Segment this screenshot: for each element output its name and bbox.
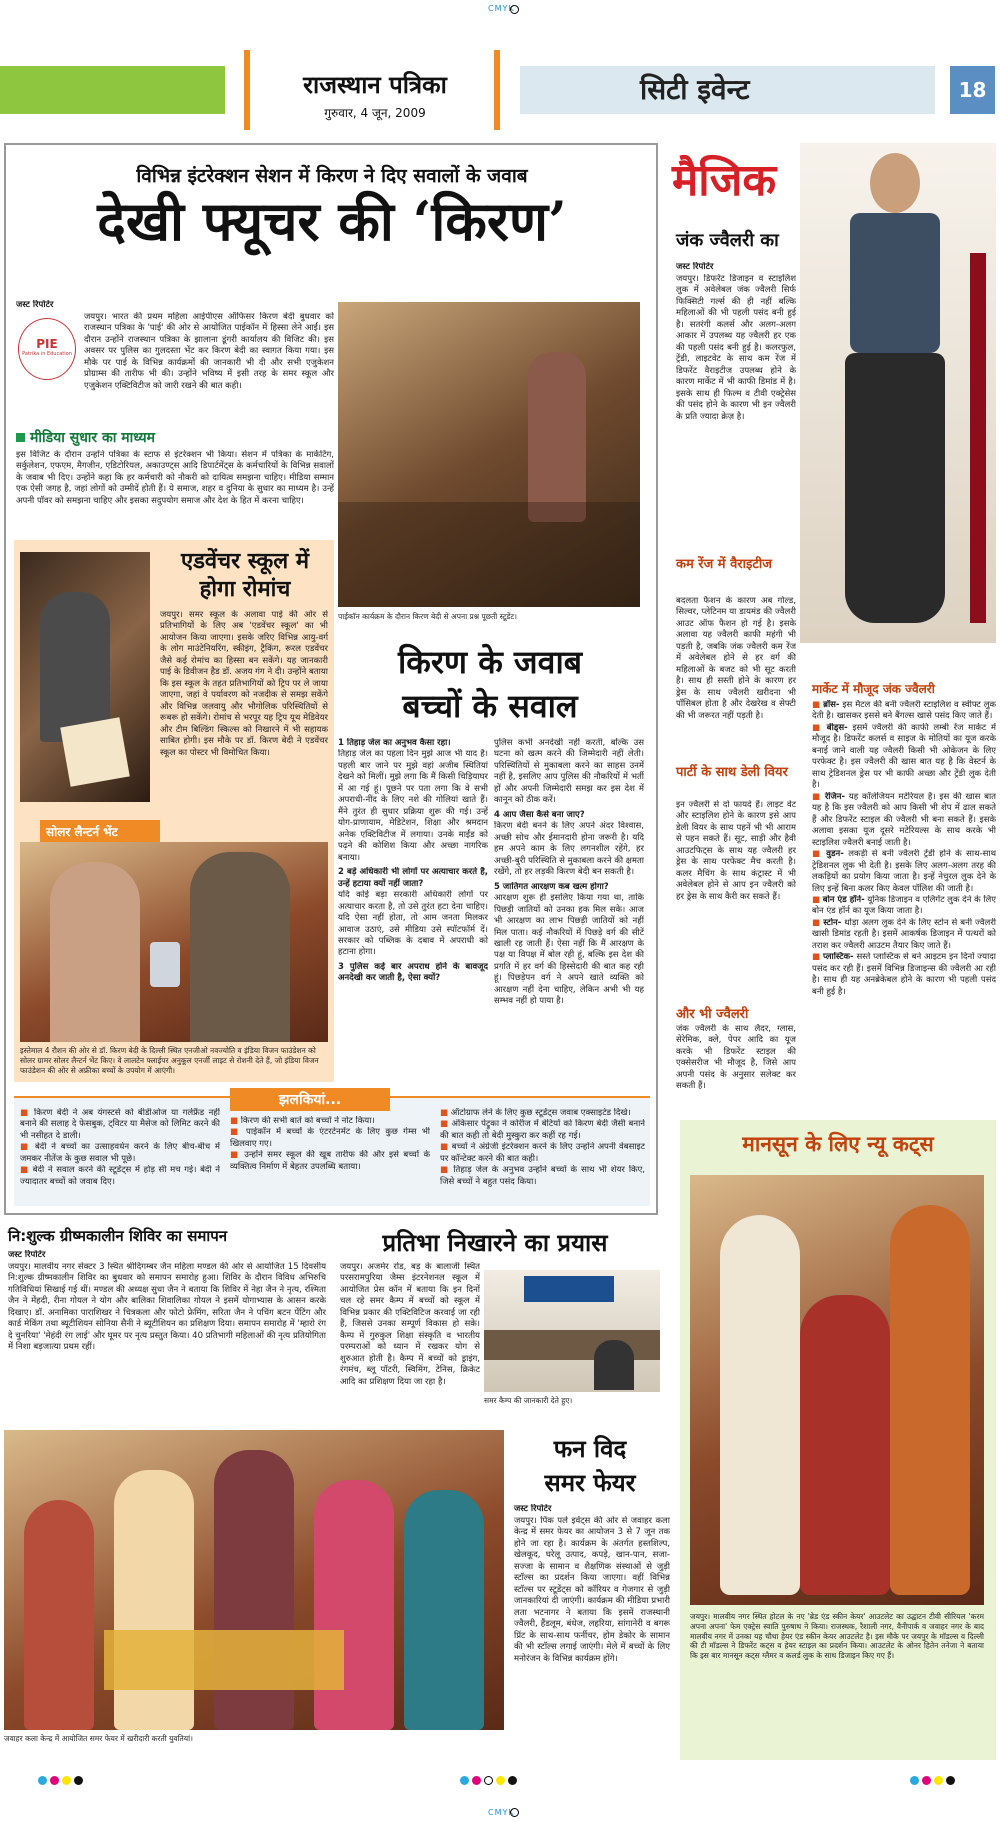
market-item-stone: ■ स्टोन- थोड़ा अलग लुक देने के लिए स्टोन से बनी ज्वैलरी खासी डिमांड रहती है। इसमें आकर्षक डिजाइन में पत्थरों को तराश कर ज्वैलरी आउटम तैयार किए जाते हैं। xyxy=(812,918,996,952)
issue-date: गुरुवार, 4 जून, 2009 xyxy=(324,106,426,120)
jhalkiyan-item: ■ किरण बेदी ने अब यंगस्टर्स को बीडीओज या गर्लफ्रैंड नहीं बनाने की सलाह दे फेसबुक, ट्विटर या मैसेज को लिमिट करने की भी नसीहत दे डाली। xyxy=(20,1108,220,1142)
pie-logo xyxy=(18,318,76,380)
more-body: जंक ज्वैलरी के साथ लैदर, ग्लास, सेरेमिक, क्ले, पेपर आदि का यूज करके भी डिफरेंट स्टाइल की एक्सेसरीज भी मौजूद है, जिसे आप अपनी पसंद के अनुसार सलेक्ट कर सकती हैं। xyxy=(676,1024,796,1092)
person-figure xyxy=(40,592,110,742)
magic-subhead: जंक ज्वैलरी का xyxy=(676,230,779,251)
pie-logo-text: PIE xyxy=(36,337,58,351)
woman-figure xyxy=(50,862,140,1042)
party-subhead: पार्टी के साथ डेली वियर xyxy=(676,765,788,780)
pycon-photo-caption: पाईकॉन कार्यक्रम के दौरान किरण बेदी से अपना प्रश्न पूछती स्टूडेंट। xyxy=(338,612,517,621)
model-red-lehenga xyxy=(800,1295,890,1595)
paper-name: राजस्थान पत्रिका xyxy=(303,70,447,99)
qa-answer-3: पुलिस कभी अनदेखी नहीं करती, बल्कि उस घटना को खत्म करने की जिम्मेदारी नहीं लेती। परिस्थितियों से मुकाबला करने का साहस उनमें नहीं है, इसलिए आप पुलिस की नौकरियों में भर्ती हों और अपनी जिम्मेदारी समझ कर इस देश में कानून को ठीक करें। xyxy=(494,738,644,806)
qa-question-2: 2 बड़े अधिकारी भी लोगों पर अत्याचार करते है, उन्हें हटाया क्यों नहीं जाता? xyxy=(338,867,488,889)
jhalkiyan-item: ■ ऑटोग्राफ लेने के लिए कुछ स्टूडेंट्स जवाब एक्साइटेड दिखे। xyxy=(440,1108,645,1119)
model-jewellery-photo xyxy=(800,143,996,643)
main-headline: देखी फ्यूचर की ‘किरण’ xyxy=(97,189,567,253)
more-subhead: और भी ज्वैलरी xyxy=(676,1007,749,1022)
main-intro: जयपुर। भारत की प्रथम महिला आईपीएस ऑफिसर किरण बेदी बुधवार को राजस्थान पत्रिका के 'पाई' की ओर से आयोजित पाईकॉन में हिस्सा लेने आईं। इस दौरान उन्होंने राजस्थान पत्रिका के झालाना डूंगरी कार्यालय की विजिट की। इस अवसर पर पुलिस का गुलदस्ता भेंट कर किरण बेदी का स्वागत किया गया। इस मौके पर पाई के विभिन्न कार्यक्रमों की जानकारी भी दी और सभी एजुकेशन प्रोग्राम्स की तारीफ भी की। उन्होंने भविष्य में इसी तरह के समर स्कूल और एजुकेशन एक्टिविटीज को जारी रखने की बात कही। xyxy=(84,312,334,391)
summer-fair-photo xyxy=(4,1430,504,1730)
color-dots-left xyxy=(38,1770,86,1789)
adventure-body: जयपुर। समर स्कूल के अलावा पाई की ओर से प्रतिभागियों के लिए अब 'एडवेंचर स्कूल' का भी आयोजन किया जाएगा। इसके जरिए विभिन्न आयु-वर्ग के लोग माउंटेनियरिंग, स्कीइंग, ट्रैकिंग, रूरल एडवेंचर जैसे कई रोमांच का हिस्सा बन सकेंगे। यह जानकारी पाई के डिवीजन हैड डॉ. अजय गंग ने दी। उन्होंने बताया कि इस स्कूल के तहत प्रतिभागियों को ट्रिप पर ले जाया जाएगा, जहां वे पर्यावरण को नजदीक से समझ सकेंगे और विभिन्न जलवायु और भौगोलिक परिस्थितियों से रूबरू हो सकेंगे। रोमांच से भरपूर यह ट्रिप यूथ मेडिवेयर और टीम बिल्डिंग स्किल्स को निखारने में भी सहायक साबित होगी। इस मौके पर डॉ. किरण बेदी ने एडवेंचर स्कूल का पोस्टर भी विमोचित किया। xyxy=(160,610,328,758)
qa-answer-5: आरक्षण शुरू ही इसलिए किया गया था, ताकि पिछड़ी जातियों को उनका हक मिल सके। आज भी आरक्षण का लाभ पिछड़ी जातियों को नहीं मिल पाता। कई नौकरियों में पिछड़े वर्ग की सीटें खाली रह जाती हैं। ऐसा नहीं कि मैं आरक्षण के पक्ष या विपक्ष में बोल रही हूं, बल्कि इस देश की प्रगति में हर वर्ग की हिस्सेदारी की बात कह रही हूं। पिछड़ेपन वर्ग ने अपने खाते व्यक्ति को आरक्षण नहीं देना चाहिए, लेकिन अभी भी यह सम्भव नहीं हो पाया है। xyxy=(494,893,644,1007)
magic-byline: जस्ट रिपोर्टर xyxy=(676,262,714,272)
party-body: इन ज्वैलरी से दो फायदे हैं। लाइट वेट और स्टाइलिश होने के कारण इसे आप डेली वियर के साथ पहनें भी भी आराम से पहन सकते हैं। सूट, साड़ी और हैवी आउटफिट्स के साथ यह ज्वैलरी हर ड्रेस के साथ परफेक्ट मैच करती है। कलर मैचिंग के साथ कंट्रास्ट में भी अवेलेबल होने से आप इन ज्वैलरी को हर ड्रेस के साथ कैरी कर सकते हैं। xyxy=(676,800,796,902)
market-subhead: मार्केट में मौजूद जंक ज्वैलरी xyxy=(812,682,935,696)
jhalkiyan-title: झलकियां... xyxy=(230,1088,390,1111)
qa-question-5: 5 जातिगत आरक्षण कब खत्म होगा? xyxy=(494,881,609,892)
qa-question-1: 1 तिहाड़ जेल का अनुभव कैसा रहा। xyxy=(338,738,451,748)
fun-headline-1: फन विद xyxy=(553,1434,627,1463)
qa-answer-2: यदि कोई बड़ा सरकारी अधिकारी लोगों पर अत्याचार करता है, तो उसे तुरंत हटा देना चाहिए। यदि ऐसा नहीं होता, तो आम जनता मिलकर आवाज उठाएं, उसे मीडिया उसे स्पॉटफॉर्म दें। सरकार को पब्लिक के दबाव में अपराधी को हटाना होगा। xyxy=(338,890,488,958)
print-mark-bottom: CMYK xyxy=(488,1808,515,1817)
jhalkiyan-item: ■ अंकिसार पेट्रुका ने कोरीज में बेटियों को किरण बेदी जैसी बनाने की बात कही तो बेदी मुस्कुरा कर कहीं रह गई। xyxy=(440,1119,645,1142)
market-item-plastic: ■ प्लास्टिक- सस्ते प्लास्टिक से बने आइटम इन दिनों ज्यादा पसंद कर रही हैं। इसमें विभिन्न डिजाइन्स की ज्वैलरी आ रही है। साथ ही यह अनब्रेकेबल होने के कारण भी पहली पसंद बनी हुई है। xyxy=(812,952,996,998)
solar-label: सोलर लैन्टर्न भेंट xyxy=(40,820,160,843)
qa-column-2 xyxy=(494,738,644,1078)
color-dots-right xyxy=(910,1770,958,1789)
banner-figure xyxy=(524,1276,614,1302)
jhalkiyan-item: ■ उन्होंने समर स्कूल की खूब तारीफ की और इसे बच्चों के व्यक्तित्व निर्माण में बेहतर उपलब्धि बताया। xyxy=(230,1150,430,1173)
poster-figure xyxy=(60,717,130,787)
summer-fair-caption: जवाहर कला केन्द्र में आयोजित समर फेयर में खरीदारी करती युवतियां। xyxy=(4,1734,193,1743)
summer-camp-headline: नि:शुल्क ग्रीष्मकालीन शिविर का समापन xyxy=(8,1227,228,1245)
qa-column-1 xyxy=(338,738,488,1078)
jhalkiyan-col-3 xyxy=(440,1108,645,1204)
market-item-wooden: ■ वुडन- लकड़ी से बनी ज्वैलरी ट्रेंडी होने के साथ-साथ ट्रेडिशनल लुक भी देती है। इसके लिए अलग-अलग तरह की लकड़ियों का प्रयोग किया जाता है। इन्हें नेचुरल लुक देने के लिए इन्हें बिना कलर किए केवल पॉलिश की जाती है। xyxy=(812,849,996,895)
orange-rule-left xyxy=(244,50,250,130)
jhalkiyan-col-2 xyxy=(230,1116,430,1204)
media-body: इस विजिट के दौरान उन्होंने पत्रिका के स्टाफ से इंटरेक्शन भी किया। सेशन में पत्रिका के मार्केटिंग, सर्कुलेशन, एफएम, मैगजीन, एडिटोरियल, अकाउण्ट्स आदि डिपार्टमेंट्स के कर्मचारियों के विभिन्न सवालों के जवाब भी दिए। उन्होंने कहा कि हर कर्मचारी को नौकरी को दायित्व समझना चाहिए। मीडिया सम्मान एक ऐसी जगह है, जहां लोगों को उम्मीदें होती हैं। ये समाज, शहर व दुनिया के सुधार का माध्यम है। उन्हें अपनी पॉवर को समझना चाहिए और इसका सदुपयोग समाज और देश के हित में करना चाहिए। xyxy=(16,450,334,506)
red-railing xyxy=(970,253,986,623)
student-figure xyxy=(528,352,586,522)
range-subhead: कम रेंज में वैराइटीज xyxy=(676,557,772,572)
qa-question-4: 4 आप जैसा कैसे बना जाए? xyxy=(494,809,585,820)
main-byline: जस्ट रिपोर्टर xyxy=(16,300,54,310)
market-item-resin: ■ रेजिन- यह कॉलेजियन मटेरियल है। इस की खास बात यह है कि इस ज्वैलरी को आप किसी भी शेप में ढाल सकते हैं और डिफरेंट स्टाइल की ज्वैलरी भी बना सकते हैं। इसके अलावा इसका यूज दूसरे मटेरियल्स के साथ करके भी स्टाइलिश ज्वैलरी बनाई जाती है। xyxy=(812,792,996,849)
pie-logo-caption: Patrika in Education xyxy=(22,351,72,357)
main-kicker: विभिन्न इंटरेक्शन सेशन में किरण ने दिए सवालों के जवाब xyxy=(136,165,528,187)
orange-rule-right xyxy=(494,50,500,130)
registration-target-icon xyxy=(510,5,519,14)
fun-byline: जस्ट रिपोर्टर xyxy=(514,1504,552,1514)
market-list xyxy=(812,700,996,1100)
adventure-headline: एडवेंचर स्कूल में होगा रोमांच xyxy=(181,548,309,602)
qa-headline-1: किरण के जवाब xyxy=(397,643,583,681)
magic-intro: जयपुर। डिफरेंट डिजाइन व स्टाइलिश लुक में अवेलेबल जंक ज्वैलरी सिर्फ फिक्सिटी गर्ल्स की ही नहीं बल्कि महिलाओं की भी पहली पसंद बनी हुई है। सतरंगी कलर्स और अलग-अलग आकार में उपलब्ध यह ज्वैलरी हर एक की पहली पसंद बनी हुई है। कलरफुल, ट्रेंडी, लाइटवेट के साथ कम रेंज में डिफरेंट वैराइटीज उपलब्ध होने के कारण मार्केट में भी काफी डिमांड में है। इसके साथ ही फिल्म व टीवी एक्ट्रेसेस की पसंद होने के कारण भी इन ज्वैलरी के प्रति ज्यादा क्रेज़ है। xyxy=(676,274,796,422)
qa-answer-1: तिहाड़ जेल का पहला दिन मुझे आज भी याद है। पहली बार जाने पर मुझे वहां अजीब स्थितियां देखने को मिलीं। मुझे लगा कि मैं किसी चिड़ियाघर में आ गई हूं। पूछने पर पता लगा कि वे सभी अपराधी-नींद के लिए नशे की गोलियां खाते हैं। मैंने तुरंत ही सुधार प्रक्रिया शुरू की गई। उन्हें योग-प्राणायाम, मेडिटेशन, शिक्षा और श्रमदान अनेक एक्टिविटीज में लगाया। उनके माईंड को पढ़ने की कोशिश किया और अच्छा नागरिक बनाया। xyxy=(338,749,488,863)
fabric-figure xyxy=(104,1630,344,1690)
model-head xyxy=(870,153,920,213)
page-number: 18 xyxy=(950,66,995,114)
lantern-figure xyxy=(150,942,180,987)
monsoon-headline: मानसून के लिए न्यू कट्स xyxy=(742,1131,934,1156)
monsoon-caption: जयपुर। मालवीय नगर स्थित होटल के नए 'ब्रेड एंड स्कीन केयर' आउटलेट का उद्घाटन टीवी सीरियल 'करम अपना अपना' फेम एक्ट्रेस स्वाति पुरुषाथ ने किया। राजस्थक, रैशाली नगर, वैनीपार्क व जवाहर नगर के बाद मालवीय नगर में उनका यह चौथा हेयर एंड स्कीन केयर आउटलेट है। इस मौके पर जयपुर के मॉडल्स व दिल्ली की टी मॉडल्स ने डिफरेंट कट्स व हेयर स्टाइल का प्रदर्शन किया। आउटलेट के ओनर हितेन तनेजा ने बताया कि इस बार मानसून कट्स ग्लैमर व कलर्ड लुक के साथ डिजाइन किए गए हैं। xyxy=(690,1612,984,1660)
jhalkiyan-item: ■ किरण की सभी बातें को बच्चों ने नोट किया। xyxy=(230,1116,430,1127)
qa-answer-4: किरण बेदी बनने के लिए अपने अंदर विश्वास, अच्छी सोच और ईमानदारी होना जरूरी है। यदि हम अपने काम के लिए लगनशील रहेंगे, हर अच्छी-बुरी परिस्थिति से मुकाबला करने की क्षमता रखेंगे, तो हर लड़की किरण बेदी बन सकती है। xyxy=(494,821,644,878)
model-harem-pants xyxy=(845,353,945,623)
jhalkiyan-col-1 xyxy=(20,1108,220,1204)
registration-target-icon xyxy=(510,1808,519,1817)
person-figure xyxy=(594,1340,634,1390)
model-white-dress xyxy=(720,1215,800,1595)
jhalkiyan-item: ■ पाईकॉन में बच्चों के एंटरटेनमेंट के लिए कुछ गेम्स भी खिलवाए गए। xyxy=(230,1127,430,1150)
model-vest xyxy=(850,213,940,353)
audience-rows xyxy=(338,502,640,607)
market-item-beads: ■ बीड्स- इसमें ज्वैलरी की काफी लम्बी रेंज मार्केट में मौजूद है। डिफरेंट कलर्स व साइज के मोतियों का यूज करके बनाई जाने वाली यह ज्वैलरी किसी भी ओकेजन के लिए परफेक्ट है। इस ज्वैलरी की खास बात यह है कि वेस्टर्न के साथ ट्रेडिशनल ड्रेस पर भी काफी अच्छा और ट्रेंडी लुक देती है। xyxy=(812,723,996,792)
press-conference-photo xyxy=(484,1270,660,1392)
kiran-figure xyxy=(190,852,290,1042)
print-mark-top: CMYK xyxy=(488,4,515,13)
media-subhead xyxy=(16,428,336,447)
woman-figure xyxy=(24,1500,94,1730)
qa-headline-2: बच्चों के सवाल xyxy=(402,687,578,725)
market-item-bone-horn: ■ बोन एंड हॉर्न- यूनिक डिजाइन व एलिगेंट लुक देने के लिए बोन एंड हॉर्न का यूज किया जाता है। xyxy=(812,895,996,918)
square-bullet-icon xyxy=(16,433,25,442)
talent-body: जयपुर। अजमेर रोड, बड़ के बालाजी स्थित परसरामपुरिया जैम्स इंटरनेशनल स्कूल में आयोजित प्रेस कॉन में बताया कि इन दिनों चल रहे समर कैम्प में बच्चों को स्कूल में विभिन्न प्रकार की एक्टिविटिज करवाई जा रही हैं, जिससे उनका सम्पूर्ण विकास हो सके। कैम्प में गुरुकुल शिक्षा संस्कृति व भारतीय परम्पराओं को ध्यान में रखकर योग से शुरुआत होती है। कैम्प में बच्चों को ड्राइंग, रंगमंच, ब्लू पॉटरी, स्विमिंग, टेनिस, क्रिकेट आदि का प्रशिक्षण दिया जा रहा है। xyxy=(340,1262,480,1387)
summer-camp-byline: जस्ट रिपोर्टर xyxy=(8,1250,46,1260)
color-dots-center xyxy=(460,1770,520,1789)
summer-camp-body: जयपुर। मालवीय नगर सेक्टर 3 स्थित श्रीदिगम्बर जैन महिला मण्डल की ओर से आयोजित 15 दिवसीय नि:शुल्क ग्रीष्मकालीन शिविर का बुधवार को समापन समारोह हुआ। शिविर के दौरान विविध अभिरुचि गतिविधियां सिखाई गई थीं। मण्डल की अध्यक्ष सुधा जैन ने बताया कि शिविर में नेहा जैन ने नृत्य, रश्मिता जैन ने मेंहदी, रीना गोयल ने योग और बालिका शिवालिका गोयल ने इसमें योगाभ्यास के आसन करके दिखाए। डॉ. अनामिका पाराशिखर ने चित्रकला और फोटो फ्रेमिंग, सरिता जैन ने पचिंग बटन पेंटिंग और कार्ड मेकिंग तथा ब्यूटीशियन सोनिया सैनी ने ब्यूटीशियन का प्रशिक्षण दिया। समापन समारोह में 'म्हारो रंग दे चुनरिया' 'मेहंदी रंग लाई' और घूमर पर नृत्य प्रस्तुत किया। 40 प्रतिभागी महिलाओं की नृत्य प्रतियोगिता में निशा बड़जात्या प्रथम रहीं। xyxy=(8,1262,326,1353)
woman-figure xyxy=(404,1490,484,1730)
solar-lantern-photo xyxy=(20,842,328,1042)
range-body: बदलता फैशन के कारण अब गोल्ड, सिल्वर, प्लेटिनम या डायमंड की ज्वैलरी आउट ऑफ फैशन हो गई है। इसके अलावा यह ज्वैलरी काफी महंगी भी पड़ती है, जबकि जंक ज्वैलरी कम रेंज में अवेलेबल होने से हर वर्ग की महिलाओं के बजट को भी सूट करती है। साथ ही सस्ती होने के कारण हर ड्रेस के साथ ज्वैलरी खरीदना भी पॉसिबल होता है और देखरेख व सेफ्टी की भी जरूरत नहीं पड़ती है। xyxy=(676,596,796,721)
talent-headline: प्रतिभा निखारने का प्रयास xyxy=(382,1228,608,1257)
model-orange-saree xyxy=(890,1205,970,1595)
jhalkiyan-item: ■ तिहाड़ जेल के अनुभव उन्होंने बच्चों के साथ भी शेयर किए, जिसे बच्चों ने बहुत पसंद किया। xyxy=(440,1165,645,1188)
media-subhead-text: मीडिया सुधार का माध्यम xyxy=(30,430,156,446)
pycon-audience-photo xyxy=(338,302,640,607)
jhalkiyan-item: ■ बेदी ने सवाल करने की स्टूडेंट्स में होड़ सी मच गई। बेदी ने ज्यादातर बच्चों को जवाब दिए। xyxy=(20,1165,220,1188)
fun-headline-2: समर फेयर xyxy=(544,1468,636,1497)
section-title: सिटी इवेन्ट xyxy=(640,73,750,106)
solar-caption: इस्तेमाल 4 रौशन की ओर से डॉ. किरण बेदी के दिल्ली स्थित एनजीओ नवज्योति व इंडिया विजन फाउंडेशन को सोलर ग्रामर सोलर लैन्टर्न भेंट किए। वे लालटेन फ्लाईपर अनुकूल एनर्जी लाइट से रोशनी देते हैं, जो इंडिया विजन फाउंडेशन की ओर से अफ्रीका बच्चों के उपयोग में आएंगी। xyxy=(20,1046,319,1075)
kiran-bedi-poster-photo xyxy=(20,552,150,802)
fun-body: जयपुर। पिंक पर्ल इवेंट्स की ओर से जवाहर कला केन्द्र में समर फेयर का आयोजन 3 से 7 जून तक होने जा रहा है। कार्यक्रम के अंतर्गत हस्तशिल्प, खेलकूद, घरेलू उत्पाद, कपड़े, खान-पान, सजा-सज्जा के सामान व शैक्षणिक संस्थाओं से जुड़ी स्टॉल्स का प्रदर्शन किया जाएगा। वहीं विभिन्न स्टॉल्स पर स्टूडेंट्स को कॉरियर व गेजगार से जुड़ी जानकारियां दी जाएंगी। कार्यक्रम की मीडिया प्रभारी लता भटनागर ने बताया कि इसमें राजस्थानी ज्वैलरी, हैंडलूम, बंधेज, लहरिया, सांगानेरी व बगरू प्रिंट के साथ-साथ फर्नीचर, होम डेकोर के सामान की भी स्टॉल्स लगाई जाएंगी। मेले में बच्चों के लिए मनोरंजन के विभिन्न कार्यक्रम होंगे। xyxy=(514,1516,670,1664)
hair-models-photo xyxy=(690,1175,984,1605)
green-bar xyxy=(0,66,225,114)
market-item-brass: ■ ब्रॉस- इस मैटल की बनी ज्वैलरी स्टाइलिश व स्वीफ्ट लुक देती है। खासकर इससे बने बैंगल्स खासे पसंद किए जाते हैं। xyxy=(812,700,996,723)
qa-question-3: 3 पुलिस कई बार अपराध होने के बावजूद अनदेखी कर जाती है, ऐसा क्यों? xyxy=(338,961,488,984)
jhalkiyan-item: ■ बेदी ने बच्चों का उत्साहवर्धन करने के लिए बीच-बीच में जमकर नीतेंज के कुछ सवाल भी पूछे। xyxy=(20,1142,220,1165)
woman-figure xyxy=(314,1480,394,1730)
magic-headline: मैजिक xyxy=(672,155,777,206)
talent-photo-caption: समर कैम्प की जानकारी देते हुए। xyxy=(484,1396,573,1405)
jhalkiyan-item: ■ बच्चों ने अंग्रेजी इंटरेक्शन करने के लिए उन्होंने अपनी वेबसाइट पर कॉन्टेक्ट करने की बात कही। xyxy=(440,1142,645,1165)
woman-figure xyxy=(114,1470,194,1730)
